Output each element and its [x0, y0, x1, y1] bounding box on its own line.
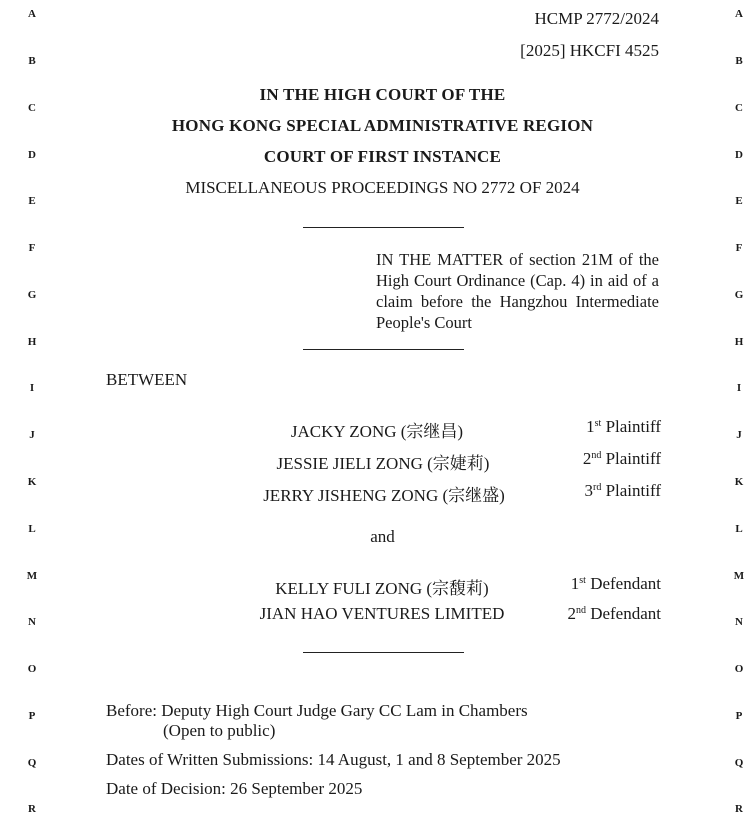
margin-letter: F — [28, 242, 36, 254]
margin-letter: I — [29, 382, 35, 394]
citation: [2025] HKCFI 4525 — [520, 41, 659, 60]
margin-letter: C — [735, 102, 743, 114]
margin-letter: M — [26, 570, 38, 582]
margin-letter: G — [734, 289, 744, 301]
margin-letter: M — [733, 570, 745, 582]
margin-letter: N — [735, 616, 743, 628]
margin-letter: F — [735, 242, 743, 254]
margin-letter: A — [735, 8, 743, 20]
before-judge: Before: Deputy High Court Judge Gary CC Lam in Chambers — [106, 701, 528, 720]
divider — [303, 227, 464, 228]
margin-letter: L — [28, 523, 36, 535]
court-title-line-2: HONG KONG SPECIAL ADMINISTRATIVE REGION — [171, 116, 594, 135]
margin-letter: R — [735, 803, 743, 815]
and-label: and — [370, 527, 395, 546]
plaintiff-name: JESSIE JIELI ZONG (宗婕莉) — [276, 454, 490, 473]
defendant-role: 2nd Defendant — [567, 604, 661, 623]
plaintiff-name: JACKY ZONG (宗继昌) — [290, 422, 464, 441]
plaintiff-name: JERRY JISHENG ZONG (宗继盛) — [263, 486, 505, 505]
divider — [303, 652, 464, 653]
margin-letter: P — [735, 710, 743, 722]
margin-letter: P — [28, 710, 36, 722]
margin-letter: D — [735, 149, 743, 161]
defendant-name: JIAN HAO VENTURES LIMITED — [259, 604, 505, 623]
margin-letter: O — [27, 663, 37, 675]
plaintiff-role: 1st Plaintiff — [586, 417, 661, 436]
margin-letter: L — [735, 523, 743, 535]
margin-letter: K — [27, 476, 37, 488]
margin-letter: Q — [734, 757, 744, 769]
case-number: HCMP 2772/2024 — [534, 9, 659, 28]
proceedings-number: MISCELLANEOUS PROCEEDINGS NO 2772 OF 2024 — [185, 178, 580, 197]
margin-letter: C — [28, 102, 36, 114]
margin-letter: J — [736, 429, 742, 441]
margin-letter: J — [29, 429, 35, 441]
in-the-matter: IN THE MATTER of section 21M of the High Court Ordinance (Cap. 4) in aid of a claim before the Hangzhou Intermediate People's Court — [376, 250, 659, 332]
decision-date: Date of Decision: 26 September 2025 — [106, 779, 363, 798]
margin-letter: Q — [27, 757, 37, 769]
open-to-public: (Open to public) — [163, 721, 276, 740]
margin-letter: G — [27, 289, 37, 301]
margin-letter: D — [28, 149, 36, 161]
divider — [303, 349, 464, 350]
defendant-name: KELLY FULI ZONG (宗馥莉) — [275, 579, 489, 598]
margin-letter: H — [734, 336, 744, 348]
margin-letter: O — [734, 663, 744, 675]
submission-dates: Dates of Written Submissions: 14 August, 1 and 8 September 2025 — [106, 750, 561, 769]
margin-letter: A — [28, 8, 36, 20]
margin-letter: I — [736, 382, 742, 394]
between-label: BETWEEN — [106, 370, 188, 389]
margin-letter: N — [28, 616, 36, 628]
plaintiff-role: 3rd Plaintiff — [584, 481, 661, 500]
plaintiff-role: 2nd Plaintiff — [582, 449, 661, 468]
court-title-line-1: IN THE HIGH COURT OF THE — [259, 85, 506, 104]
margin-letter: K — [734, 476, 744, 488]
defendant-role: 1st Defendant — [570, 574, 661, 593]
margin-letter: B — [735, 55, 743, 67]
margin-letter: E — [28, 195, 36, 207]
margin-letter: E — [735, 195, 743, 207]
margin-letter: R — [28, 803, 36, 815]
margin-letter: H — [27, 336, 37, 348]
court-title-line-3: COURT OF FIRST INSTANCE — [263, 147, 502, 166]
margin-letter: B — [28, 55, 36, 67]
